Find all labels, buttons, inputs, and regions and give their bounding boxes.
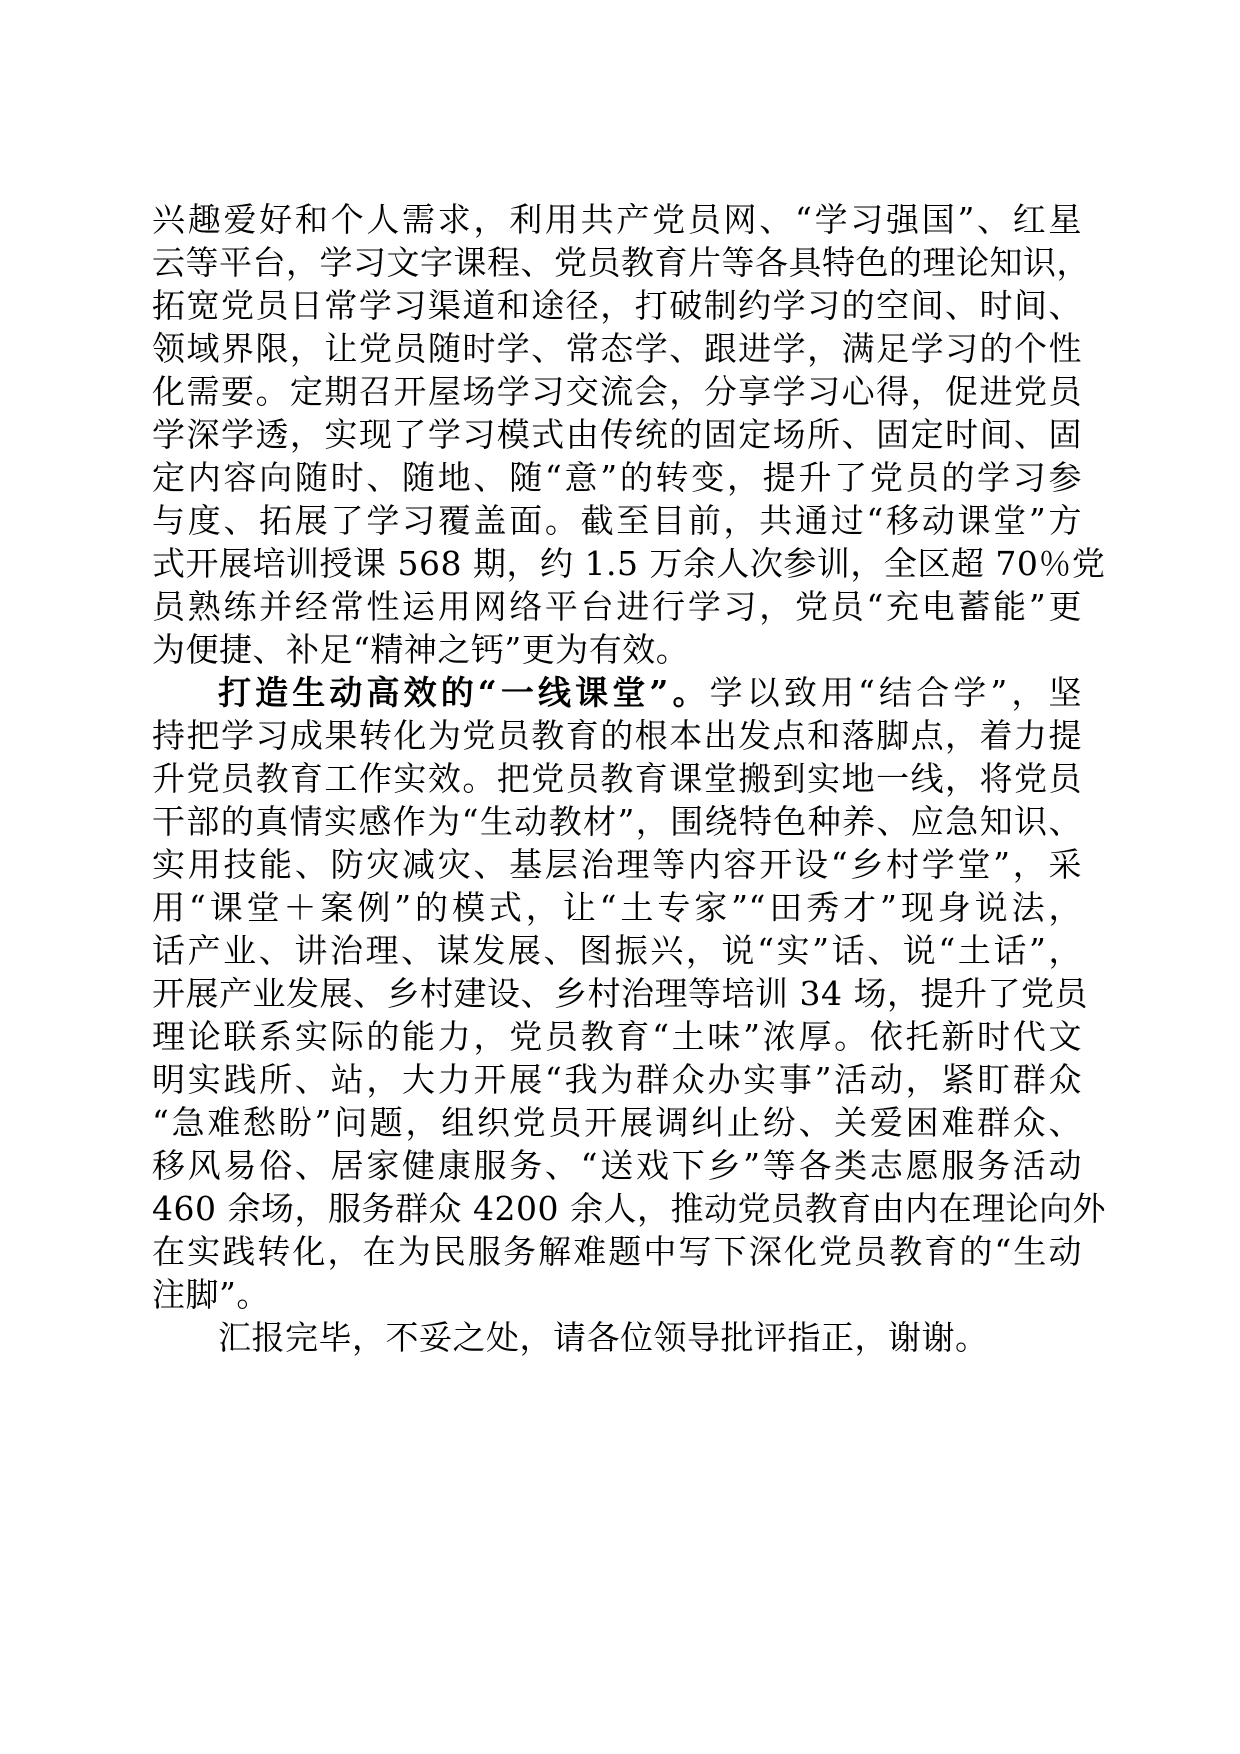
paragraph-2-line-14: 在实践转化，在为民服务解难题中写下深化党员教育的“生动 (152, 1232, 1082, 1271)
paragraph-2-line-15: 注脚”。 (152, 1275, 270, 1314)
paragraph-2-line-3: 升党员教育工作实效。把党员教育课堂搬到实地一线，将党员 (152, 759, 1082, 798)
paragraph-1-line-4: 领域界限，让党员随时学、常态学、跟进学，满足学习的个性 (152, 329, 1082, 368)
paragraph-2-line-2: 持把学习成果转化为党员教育的根本出发点和落脚点，着力提 (152, 716, 1082, 755)
paragraph-2-line-4: 干部的真情实感作为“生动教材”，围绕特色种养、应急知识、 (152, 802, 1082, 841)
body-text (152, 198, 1106, 1359)
paragraph-1-line-2: 云等平台，学习文字课程、党员教育片等各具特色的理论知识， (152, 243, 1090, 282)
paragraph-2-line-8: 开展产业发展、乡村建设、乡村治理等培训 34 场，提升了党员 (152, 974, 1088, 1013)
paragraph-1-line-11: 为便捷、补足“精神之钙”更为有效。 (152, 630, 690, 669)
paragraph-1-line-5: 化需要。定期召开屋场学习交流会，分享学习心得，促进党员 (152, 372, 1082, 411)
paragraph-2-line-11: “急难愁盼”问题，组织党员开展调纠止纷、关爱困难群众、 (152, 1103, 1082, 1142)
paragraph-1-line-10: 员熟练并经常性运用网络平台进行学习，党员“充电蓄能”更 (152, 587, 1082, 626)
paragraph-2-line-6: 用“课堂＋案例”的模式，让“土专家”“田秀才”现身说法， (152, 888, 1082, 927)
paragraph-1-line-6: 学深学透，实现了学习模式由传统的固定场所、固定时间、固 (152, 415, 1082, 454)
section-heading: 打造生动高效的“一线课堂”。 (218, 673, 710, 712)
paragraph-2-line-12: 移风易俗、居家健康服务、“送戏下乡”等各类志愿服务活动 (152, 1146, 1082, 1185)
closing-line: 汇报完毕，不妥之处，请各位领导批评指正，谢谢。 (218, 1318, 989, 1357)
paragraph-2-line-10: 明实践所、站，大力开展“我为群众办实事”活动，紧盯群众 (152, 1060, 1082, 1099)
paragraph-2-line-5: 实用技能、防灾减灾、基层治理等内容开设“乡村学堂”，采 (152, 845, 1082, 884)
paragraph-2-line-9: 理论联系实际的能力，党员教育“土味”浓厚。依托新时代文 (152, 1017, 1082, 1056)
paragraph-1-line-7: 定内容向随时、随地、随“意”的转变，提升了党员的学习参 (152, 458, 1082, 497)
paragraph-2-line-13: 460 余场，服务群众 4200 余人，推动党员教育由内在理论向外 (152, 1189, 1106, 1228)
paragraph-2-line-1-text: 学以致用“结合学”，坚 (709, 673, 1082, 712)
paragraph-2-line-7: 话产业、讲治理、谋发展、图振兴，说“实”话、说“土话”， (152, 931, 1082, 970)
paragraph-1-line-8: 与度、拓展了学习覆盖面。截至目前，共通过“移动课堂”方 (152, 501, 1082, 540)
paragraph-2-line-1 (152, 671, 1082, 714)
paragraph-1-line-3: 拓宽党员日常学习渠道和途径，打破制约学习的空间、时间、 (152, 286, 1082, 325)
paragraph-1-line-1: 兴趣爱好和个人需求，利用共产党员网、“学习强国”、红星 (152, 200, 1082, 239)
paragraph-1-line-9: 式开展培训授课 568 期，约 1.5 万余人次参训，全区超 70％党 (152, 544, 1106, 583)
